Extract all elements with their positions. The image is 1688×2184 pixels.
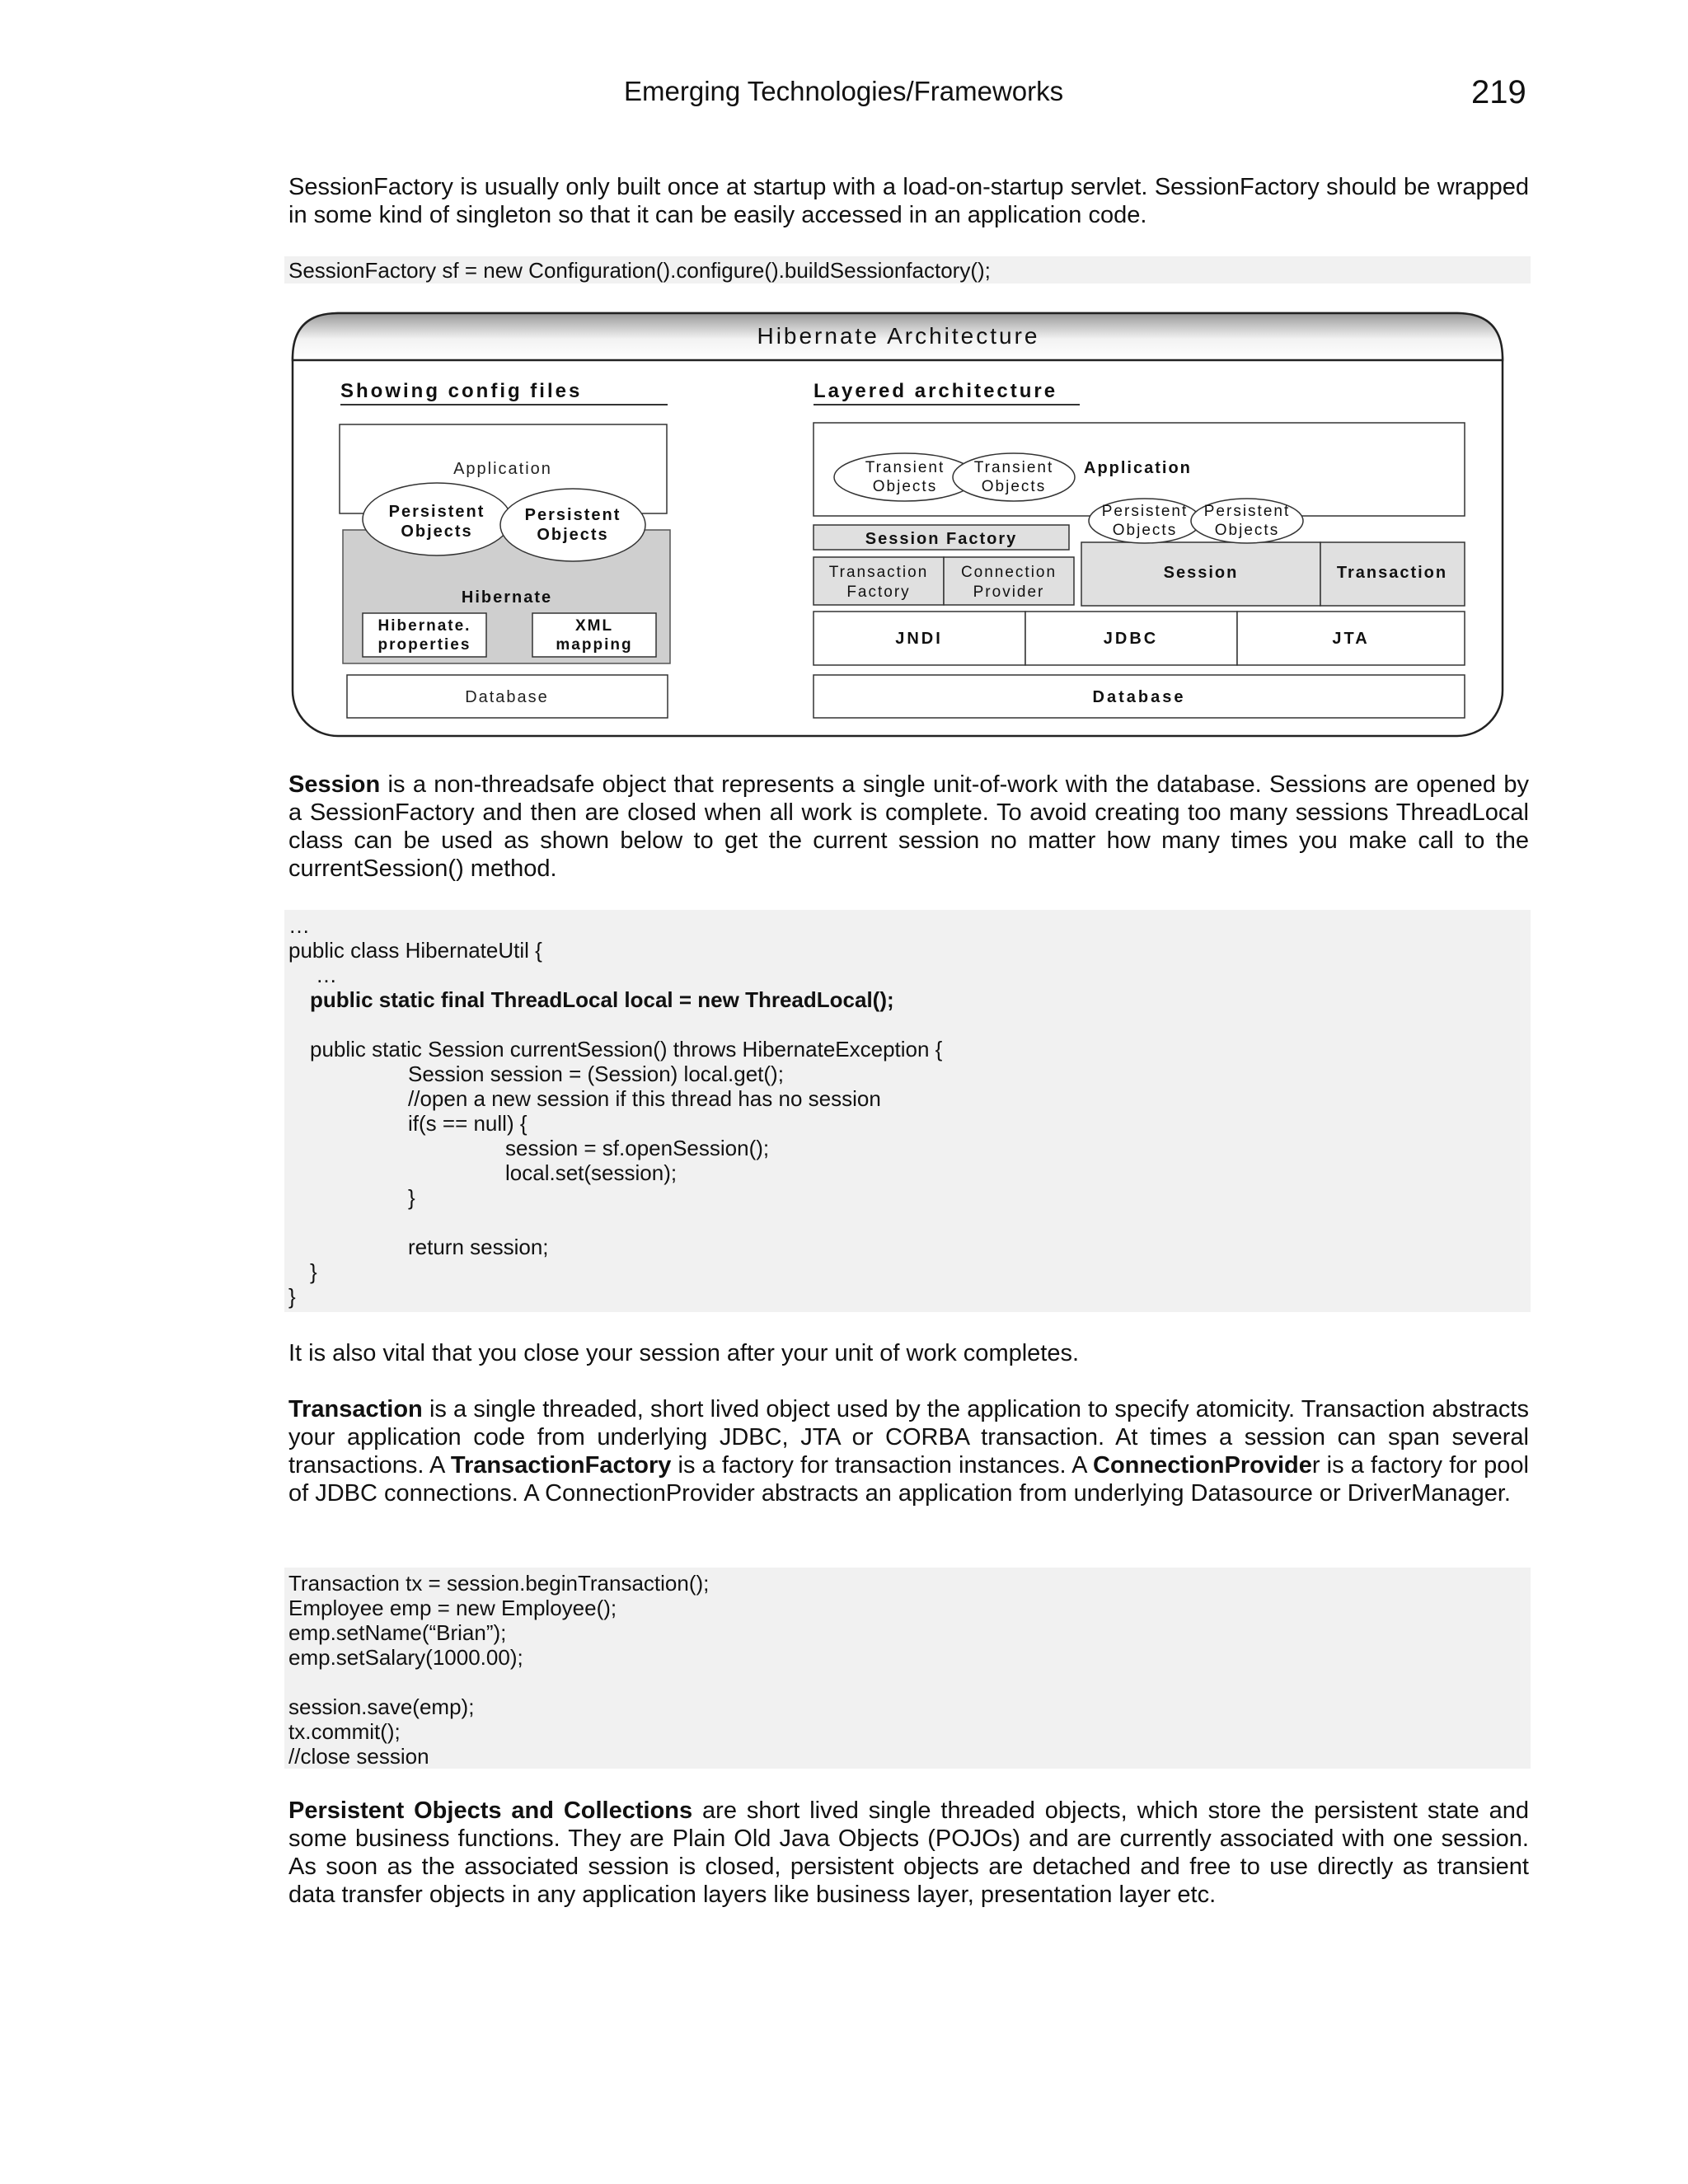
intro-paragraph: SessionFactory is usually only built once at startup with a load-on-startup servlet. SessionFactory should be wrapped in some kind of singleton so that it can be easily accessed in an application code. — [288, 174, 1529, 228]
left-heading: Showing config files — [340, 380, 583, 402]
ellipse-label: Persistent — [1203, 503, 1291, 520]
left-hibernate-label: Hibernate — [461, 588, 553, 607]
connectionprovider-term: ConnectionProvide — [1093, 1452, 1312, 1479]
code-line: … — [288, 913, 310, 938]
box-label: mapping — [556, 636, 633, 654]
right-database-label: Database — [1092, 688, 1186, 706]
ellipse-label: Objects — [872, 478, 938, 495]
page-number: 219 — [1471, 74, 1526, 110]
session-paragraph — [288, 771, 1529, 883]
transaction-paragraph — [288, 1395, 1529, 1507]
code-block-transaction — [284, 1568, 1531, 1769]
code-line: SessionFactory sf = new Configuration().configure().buildSessionfactory(); — [288, 258, 991, 283]
code-block-hibernateutil — [284, 910, 1531, 1312]
ellipse-label: Objects — [401, 523, 473, 541]
code-line: tx.commit(); — [288, 1719, 401, 1744]
right-application-label: Application — [1084, 459, 1192, 477]
jta-label: JTA — [1332, 630, 1370, 648]
left-persistent-objects-b — [500, 489, 645, 561]
transactionfactory-term: TransactionFactory — [450, 1452, 672, 1479]
code-line: session = sf.openSession(); — [505, 1136, 770, 1160]
code-line: public static Session currentSession() throws HibernateException { — [310, 1037, 943, 1062]
box-label: Connection — [960, 564, 1057, 581]
session-label: Session — [1163, 564, 1239, 582]
code-line: } — [310, 1259, 317, 1284]
ellipse-label: Persistent — [1101, 503, 1189, 520]
transaction-text-3: r is a factory for pool of JDBC connections. A ConnectionProvider abstracts an application from underlying Datasource or DriverManager. — [288, 1452, 1529, 1507]
ellipse-label: Objects — [981, 478, 1047, 495]
jndi-label: JNDI — [895, 630, 943, 648]
left-database-label: Database — [465, 688, 549, 706]
diagram-title: Hibernate Architecture — [757, 323, 1040, 349]
session-text: is a non-threadsafe object that represents a single unit-of-work with the database. Sessions are opened by a SessionFactory and then are closed when all work is complete. To avoid creating too many sessions ThreadLocal class can be used as shown below to get the current session no matter how many times you make call to the currentSession() method. — [288, 771, 1529, 882]
jdbc-label: JDBC — [1103, 630, 1159, 648]
box-label: XML — [574, 617, 614, 635]
code-line: public static final ThreadLocal local = new ThreadLocal(); — [310, 987, 894, 1012]
transaction-label: Transaction — [1336, 564, 1448, 582]
ellipse-label: Transient — [865, 459, 945, 476]
code-line: } — [288, 1284, 296, 1309]
session-factory-label: Session Factory — [865, 530, 1018, 548]
ellipse-label: Transient — [973, 459, 1054, 476]
persistent-objects-paragraph — [288, 1797, 1529, 1909]
transaction-text-2: is a factory for transaction instances. A — [671, 1452, 1094, 1479]
code-line: Employee emp = new Employee(); — [288, 1596, 617, 1620]
ellipse-label: Objects — [1112, 522, 1178, 539]
box-label: Transaction — [828, 564, 929, 581]
code-line: emp.setSalary(1000.00); — [288, 1645, 523, 1670]
left-application-label: Application — [453, 460, 552, 478]
box-label: Factory — [846, 583, 911, 601]
ellipse-label: Persistent — [388, 503, 485, 521]
transaction-text-1: is a single threaded, short lived object used by the application to specify atomicity. Transaction abstracts your application code from underlying JDBC, JTA or CORBA transaction. At times a session can span several transactions. A — [288, 1396, 1529, 1479]
code-line: local.set(session); — [505, 1160, 678, 1185]
code-line: Transaction tx = session.beginTransaction(); — [288, 1571, 710, 1596]
code-line: } — [408, 1185, 415, 1210]
ellipse-label: Objects — [1214, 522, 1280, 539]
code-block-sessionfactory — [284, 256, 1531, 284]
ellipse-label: Persistent — [524, 506, 621, 524]
code-line: emp.setName(“Brian”); — [288, 1620, 507, 1645]
hibernate-architecture-diagram — [288, 309, 1508, 742]
persistent-objects-text: are short lived single threaded objects, which store the persistent state and some business functions. They are Plain Old Java Objects (POJOs) and are currently associated with one session. As soon as the associated session is closed, persistent objects are detached and free to use directly as transient data transfer objects in any application layers like business layer, presentation layer etc. — [288, 1797, 1529, 1908]
code-line: //close session — [288, 1744, 429, 1769]
persistent-objects-term: Persistent Objects and Collections — [288, 1797, 693, 1824]
code-line: public class HibernateUtil { — [288, 938, 542, 963]
close-session-paragraph: It is also vital that you close your session after your unit of work completes. — [288, 1340, 1080, 1366]
code-line: if(s == null) { — [408, 1111, 528, 1136]
running-header: Emerging Technologies/Frameworks — [624, 76, 1064, 106]
right-heading: Layered architecture — [814, 380, 1058, 402]
box-label: Provider — [973, 583, 1045, 601]
code-line: session.save(emp); — [288, 1694, 475, 1719]
code-line: Session session = (Session) local.get(); — [408, 1062, 784, 1086]
ellipse-label: Objects — [537, 526, 609, 544]
session-term: Session — [288, 771, 381, 798]
box-label: Hibernate. — [377, 617, 471, 635]
box-label: properties — [377, 636, 471, 654]
code-line: … — [316, 963, 337, 987]
code-line: //open a new session if this thread has no session — [408, 1086, 881, 1111]
code-line: return session; — [408, 1235, 549, 1259]
transaction-term: Transaction — [288, 1396, 423, 1422]
